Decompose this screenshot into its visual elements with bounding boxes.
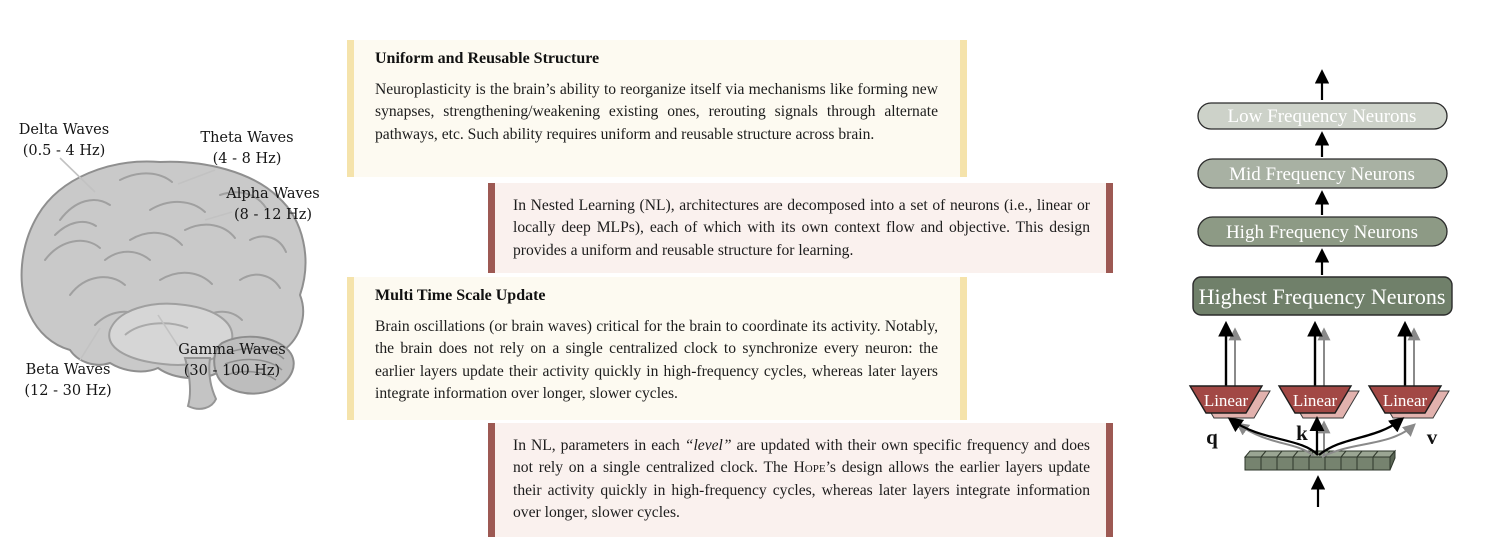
layer-mid-frequency-neurons — [1198, 159, 1447, 188]
hope-smallcaps-text: Hope — [793, 459, 826, 477]
layer-label: Mid Frequency Neurons — [1229, 164, 1415, 185]
linear-label: Linear — [1292, 391, 1338, 410]
wave-name: Beta Waves — [25, 362, 111, 378]
curve-arrow-icon — [1319, 419, 1402, 455]
note-body: Neuroplasticity is the brain’s ability to reorganize itself via mechanisms like forming new synapses, strengthening/weakening existing ones, rerouting signals through alternate pathways, etc. Such ability requires uniform and reusable structure across brain. — [375, 81, 938, 143]
query-label: q — [1206, 425, 1218, 449]
bar-front-face — [1245, 457, 1390, 470]
value-label: v — [1426, 425, 1438, 449]
linear-label: Linear — [1382, 391, 1428, 410]
layer-label: Highest Frequency Neurons — [1198, 284, 1446, 309]
wave-range: (30 - 100 Hz) — [183, 363, 281, 379]
note-title: Multi Time Scale Update — [375, 287, 546, 304]
brain-wave-label-alpha — [212, 184, 334, 226]
layer-low-frequency-neurons — [1198, 103, 1447, 129]
note-body — [513, 435, 1090, 525]
linear-projection-q — [1190, 386, 1270, 418]
layer-highest-frequency-neurons — [1193, 277, 1452, 315]
brain-waves-panel — [0, 0, 345, 543]
hope-architecture-diagram — [1150, 0, 1487, 543]
brain-wave-label-beta — [12, 360, 124, 402]
body-text: are updated with their own specific frequency and does not rely on a single centralized clock. The — [513, 437, 1091, 477]
layer-label: High Frequency Neurons — [1225, 222, 1419, 243]
wave-name: Delta Waves — [18, 122, 110, 138]
key-label: k — [1296, 421, 1308, 445]
wave-range: (0.5 - 4 Hz) — [22, 143, 106, 159]
note-title: Uniform and Reusable Structure — [375, 50, 600, 67]
note-body: In Nested Learning (NL), architectures are decomposed into a set of neurons (i.e., linear or locally deep MLPs), each of which with its own context flow and objective. This design provides a uniform and reusable structure for learning. — [513, 197, 1090, 259]
wave-range: (8 - 12 Hz) — [233, 207, 312, 223]
note-nested-learning-time-scale — [488, 423, 1113, 537]
wave-name: Alpha Waves — [226, 186, 320, 202]
body-text: ’s design allows the earlier layers update their activity quickly in high-frequency cycles, whereas later layers integrate information over longer, slower cycles. — [513, 459, 1090, 522]
note-uniform-reusable-structure — [347, 40, 967, 177]
note-body: Brain oscillations (or brain waves) critical for the brain to coordinate its activity. Notably, the brain does not rely on a single centralized clock to synchronize every neuron: the earlier layers update their activity quickly in high-frequency cycles, whereas later layers integrate information over longer, slower cycles. — [375, 318, 938, 403]
layer-high-frequency-neurons — [1198, 217, 1447, 246]
layer-label: Low Frequency Neurons — [1227, 106, 1417, 127]
linear-label: Linear — [1203, 391, 1249, 410]
wave-range: (4 - 8 Hz) — [212, 151, 282, 167]
wave-name: Gamma Waves — [178, 342, 286, 358]
emphasized-level-text: “level” — [684, 437, 732, 454]
wave-range: (12 - 30 Hz) — [24, 383, 112, 399]
note-nested-learning-structure — [488, 183, 1113, 273]
linear-projection-v — [1369, 386, 1449, 418]
brain-wave-label-gamma — [168, 340, 296, 382]
brain-wave-label-theta — [188, 128, 306, 170]
note-multi-time-scale-update — [347, 277, 967, 420]
linear-projection-k — [1279, 386, 1359, 418]
wave-name: Theta Waves — [200, 130, 294, 146]
brain-wave-label-delta — [8, 120, 120, 162]
body-text: In NL, parameters in each — [513, 437, 685, 454]
